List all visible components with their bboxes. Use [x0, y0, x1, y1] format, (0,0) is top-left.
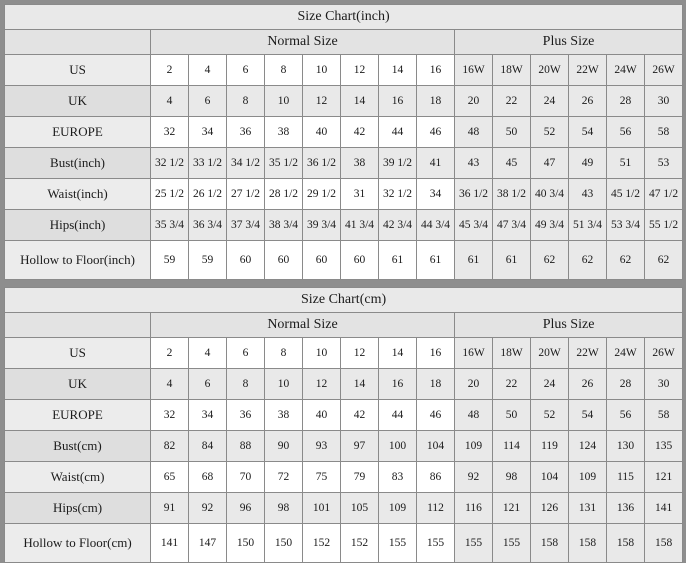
table-cell: 31 — [341, 179, 379, 210]
table-cell: 55 1/2 — [645, 210, 683, 241]
table-cell: 47 3/4 — [493, 210, 531, 241]
table-cell: 32 1/2 — [151, 148, 189, 179]
table-cell: 27 1/2 — [227, 179, 265, 210]
table-cell: 97 — [341, 431, 379, 462]
table-cell: 40 3/4 — [531, 179, 569, 210]
table-cell: 40 — [303, 117, 341, 148]
table-row — [5, 210, 683, 241]
table-cell: 47 — [531, 148, 569, 179]
table-row — [5, 241, 683, 280]
table-cell: 121 — [645, 462, 683, 493]
table-cell: 18W — [493, 338, 531, 369]
table-cell: 32 — [151, 400, 189, 431]
table-cell: 35 1/2 — [265, 148, 303, 179]
table-cell: 152 — [303, 524, 341, 563]
table-cell: 38 3/4 — [265, 210, 303, 241]
table-cell: 155 — [417, 524, 455, 563]
table-cell: 6 — [189, 369, 227, 400]
table-cell: 14 — [379, 338, 417, 369]
table-cell: 75 — [303, 462, 341, 493]
table-cell: 61 — [417, 241, 455, 280]
table-cell: 60 — [303, 241, 341, 280]
table-cell: 46 — [417, 400, 455, 431]
table-row — [5, 117, 683, 148]
row-label: Bust(inch) — [5, 148, 151, 179]
table-cell: 22 — [493, 86, 531, 117]
table-cell: 158 — [607, 524, 645, 563]
table-cell: 16W — [455, 338, 493, 369]
corner-cell — [5, 313, 151, 338]
table-cell: 30 — [645, 369, 683, 400]
size-chart-cm-table — [4, 287, 683, 563]
table-cell: 53 3/4 — [607, 210, 645, 241]
table-cell: 59 — [189, 241, 227, 280]
table-cell: 8 — [227, 369, 265, 400]
table-cell: 101 — [303, 493, 341, 524]
group-header-plus-size: Plus Size — [455, 30, 683, 55]
table-cell: 34 — [189, 400, 227, 431]
table-cell: 24 — [531, 86, 569, 117]
table-cell: 104 — [417, 431, 455, 462]
table-cell: 96 — [227, 493, 265, 524]
table-cell: 54 — [569, 117, 607, 148]
table-cell: 24 — [531, 369, 569, 400]
table-cell: 4 — [189, 55, 227, 86]
table-cell: 131 — [569, 493, 607, 524]
size-chart-cm-container — [4, 287, 682, 563]
table-cell: 158 — [569, 524, 607, 563]
table-cell: 26W — [645, 338, 683, 369]
table-cell: 79 — [341, 462, 379, 493]
table-cell: 136 — [607, 493, 645, 524]
table-cell: 45 3/4 — [455, 210, 493, 241]
table-cell: 35 3/4 — [151, 210, 189, 241]
table-cell: 155 — [379, 524, 417, 563]
table-cell: 84 — [189, 431, 227, 462]
row-label: Hollow to Floor(inch) — [5, 241, 151, 280]
table-row — [5, 400, 683, 431]
table-cell: 147 — [189, 524, 227, 563]
table-cell: 12 — [341, 338, 379, 369]
table-row — [5, 338, 683, 369]
table-cell: 70 — [227, 462, 265, 493]
table-row — [5, 148, 683, 179]
table-cell: 135 — [645, 431, 683, 462]
table-cell: 60 — [227, 241, 265, 280]
table-cell: 25 1/2 — [151, 179, 189, 210]
table-row — [5, 369, 683, 400]
table-cell: 38 1/2 — [493, 179, 531, 210]
chart-title-row — [5, 5, 683, 30]
table-cell: 83 — [379, 462, 417, 493]
table-cell: 58 — [645, 400, 683, 431]
table-cell: 47 1/2 — [645, 179, 683, 210]
table-cell: 62 — [645, 241, 683, 280]
table-cell: 4 — [151, 86, 189, 117]
table-cell: 10 — [303, 55, 341, 86]
table-cell: 16 — [417, 338, 455, 369]
table-cell: 48 — [455, 400, 493, 431]
table-cell: 52 — [531, 117, 569, 148]
group-header-normal-size: Normal Size — [151, 313, 455, 338]
table-cell: 50 — [493, 117, 531, 148]
table-cell: 8 — [265, 338, 303, 369]
row-label: EUROPE — [5, 400, 151, 431]
table-cell: 91 — [151, 493, 189, 524]
row-label: UK — [5, 369, 151, 400]
table-cell: 20W — [531, 338, 569, 369]
table-cell: 40 — [303, 400, 341, 431]
table-cell: 32 — [151, 117, 189, 148]
table-cell: 18 — [417, 86, 455, 117]
table-cell: 18W — [493, 55, 531, 86]
row-label: US — [5, 338, 151, 369]
table-cell: 38 — [265, 117, 303, 148]
table-cell: 158 — [531, 524, 569, 563]
table-cell: 48 — [455, 117, 493, 148]
table-cell: 51 3/4 — [569, 210, 607, 241]
table-cell: 158 — [645, 524, 683, 563]
table-cell: 141 — [151, 524, 189, 563]
table-cell: 82 — [151, 431, 189, 462]
chart-group-row — [5, 30, 683, 55]
table-cell: 43 — [455, 148, 493, 179]
table-cell: 46 — [417, 117, 455, 148]
table-row — [5, 493, 683, 524]
table-cell: 43 — [569, 179, 607, 210]
table-cell: 16 — [379, 86, 417, 117]
table-cell: 33 1/2 — [189, 148, 227, 179]
table-cell: 28 — [607, 86, 645, 117]
table-cell: 22 — [493, 369, 531, 400]
table-cell: 29 1/2 — [303, 179, 341, 210]
table-cell: 130 — [607, 431, 645, 462]
table-cell: 114 — [493, 431, 531, 462]
table-cell: 42 3/4 — [379, 210, 417, 241]
table-cell: 16 — [379, 369, 417, 400]
table-cell: 20 — [455, 86, 493, 117]
table-cell: 18 — [417, 369, 455, 400]
table-cell: 2 — [151, 55, 189, 86]
table-cell: 10 — [303, 338, 341, 369]
table-cell: 14 — [341, 86, 379, 117]
table-cell: 12 — [303, 86, 341, 117]
table-cell: 62 — [569, 241, 607, 280]
table-cell: 65 — [151, 462, 189, 493]
table-cell: 32 1/2 — [379, 179, 417, 210]
row-label: Waist(cm) — [5, 462, 151, 493]
table-cell: 38 — [341, 148, 379, 179]
table-cell: 20W — [531, 55, 569, 86]
table-cell: 10 — [265, 86, 303, 117]
table-cell: 34 — [189, 117, 227, 148]
table-cell: 124 — [569, 431, 607, 462]
table-cell: 26 1/2 — [189, 179, 227, 210]
size-chart-inch-table — [4, 4, 683, 280]
table-cell: 22W — [569, 55, 607, 86]
table-cell: 62 — [607, 241, 645, 280]
table-cell: 105 — [341, 493, 379, 524]
table-cell: 28 — [607, 369, 645, 400]
table-cell: 16W — [455, 55, 493, 86]
table-cell: 109 — [379, 493, 417, 524]
table-cell: 42 — [341, 400, 379, 431]
table-cell: 116 — [455, 493, 493, 524]
table-row — [5, 55, 683, 86]
table-cell: 45 1/2 — [607, 179, 645, 210]
table-cell: 14 — [379, 55, 417, 86]
table-cell: 16 — [417, 55, 455, 86]
table-cell: 112 — [417, 493, 455, 524]
table-cell: 90 — [265, 431, 303, 462]
table-cell: 38 — [265, 400, 303, 431]
table-cell: 26 — [569, 369, 607, 400]
table-cell: 155 — [493, 524, 531, 563]
table-cell: 2 — [151, 338, 189, 369]
table-cell: 37 3/4 — [227, 210, 265, 241]
table-cell: 39 1/2 — [379, 148, 417, 179]
table-cell: 36 — [227, 117, 265, 148]
table-cell: 100 — [379, 431, 417, 462]
table-row — [5, 462, 683, 493]
table-cell: 36 1/2 — [455, 179, 493, 210]
chart-title: Size Chart(cm) — [5, 288, 683, 313]
table-cell: 36 3/4 — [189, 210, 227, 241]
table-cell: 26W — [645, 55, 683, 86]
table-cell: 152 — [341, 524, 379, 563]
table-cell: 26 — [569, 86, 607, 117]
table-cell: 61 — [493, 241, 531, 280]
chart-group-row — [5, 313, 683, 338]
table-cell: 4 — [151, 369, 189, 400]
row-label: Waist(inch) — [5, 179, 151, 210]
table-cell: 56 — [607, 400, 645, 431]
table-cell: 36 — [227, 400, 265, 431]
row-label: Hollow to Floor(cm) — [5, 524, 151, 563]
table-cell: 41 — [417, 148, 455, 179]
table-cell: 62 — [531, 241, 569, 280]
corner-cell — [5, 30, 151, 55]
table-cell: 12 — [303, 369, 341, 400]
group-header-plus-size: Plus Size — [455, 313, 683, 338]
table-cell: 59 — [151, 241, 189, 280]
table-cell: 51 — [607, 148, 645, 179]
table-cell: 6 — [189, 86, 227, 117]
table-cell: 42 — [341, 117, 379, 148]
table-cell: 36 1/2 — [303, 148, 341, 179]
table-cell: 56 — [607, 117, 645, 148]
table-cell: 93 — [303, 431, 341, 462]
table-cell: 60 — [265, 241, 303, 280]
group-header-normal-size: Normal Size — [151, 30, 455, 55]
table-cell: 24W — [607, 55, 645, 86]
table-cell: 14 — [341, 369, 379, 400]
table-cell: 109 — [569, 462, 607, 493]
table-row — [5, 431, 683, 462]
table-cell: 54 — [569, 400, 607, 431]
table-cell: 20 — [455, 369, 493, 400]
table-cell: 60 — [341, 241, 379, 280]
table-cell: 6 — [227, 55, 265, 86]
row-label: UK — [5, 86, 151, 117]
table-cell: 49 — [569, 148, 607, 179]
table-row — [5, 86, 683, 117]
table-cell: 10 — [265, 369, 303, 400]
table-cell: 88 — [227, 431, 265, 462]
table-cell: 121 — [493, 493, 531, 524]
chart-title: Size Chart(inch) — [5, 5, 683, 30]
table-cell: 44 — [379, 117, 417, 148]
table-cell: 98 — [265, 493, 303, 524]
table-cell: 115 — [607, 462, 645, 493]
table-cell: 45 — [493, 148, 531, 179]
table-cell: 8 — [227, 86, 265, 117]
table-cell: 150 — [227, 524, 265, 563]
row-label: Bust(cm) — [5, 431, 151, 462]
table-cell: 12 — [341, 55, 379, 86]
table-cell: 41 3/4 — [341, 210, 379, 241]
table-cell: 58 — [645, 117, 683, 148]
table-cell: 68 — [189, 462, 227, 493]
table-cell: 39 3/4 — [303, 210, 341, 241]
table-cell: 61 — [455, 241, 493, 280]
row-label: Hips(cm) — [5, 493, 151, 524]
table-cell: 24W — [607, 338, 645, 369]
table-cell: 49 3/4 — [531, 210, 569, 241]
table-cell: 155 — [455, 524, 493, 563]
table-cell: 98 — [493, 462, 531, 493]
table-cell: 86 — [417, 462, 455, 493]
size-chart-inch-container — [4, 4, 682, 280]
table-cell: 50 — [493, 400, 531, 431]
table-cell: 141 — [645, 493, 683, 524]
table-cell: 92 — [455, 462, 493, 493]
table-cell: 72 — [265, 462, 303, 493]
table-cell: 150 — [265, 524, 303, 563]
table-cell: 34 — [417, 179, 455, 210]
table-cell: 109 — [455, 431, 493, 462]
table-cell: 34 1/2 — [227, 148, 265, 179]
row-label: EUROPE — [5, 117, 151, 148]
table-row — [5, 179, 683, 210]
table-cell: 119 — [531, 431, 569, 462]
row-label: US — [5, 55, 151, 86]
chart-title-row — [5, 288, 683, 313]
table-cell: 44 — [379, 400, 417, 431]
table-cell: 53 — [645, 148, 683, 179]
table-cell: 28 1/2 — [265, 179, 303, 210]
table-cell: 126 — [531, 493, 569, 524]
table-cell: 30 — [645, 86, 683, 117]
row-label: Hips(inch) — [5, 210, 151, 241]
table-cell: 22W — [569, 338, 607, 369]
table-cell: 92 — [189, 493, 227, 524]
table-cell: 6 — [227, 338, 265, 369]
table-cell: 61 — [379, 241, 417, 280]
table-row — [5, 524, 683, 563]
table-cell: 52 — [531, 400, 569, 431]
table-cell: 4 — [189, 338, 227, 369]
table-cell: 8 — [265, 55, 303, 86]
table-cell: 104 — [531, 462, 569, 493]
table-cell: 44 3/4 — [417, 210, 455, 241]
